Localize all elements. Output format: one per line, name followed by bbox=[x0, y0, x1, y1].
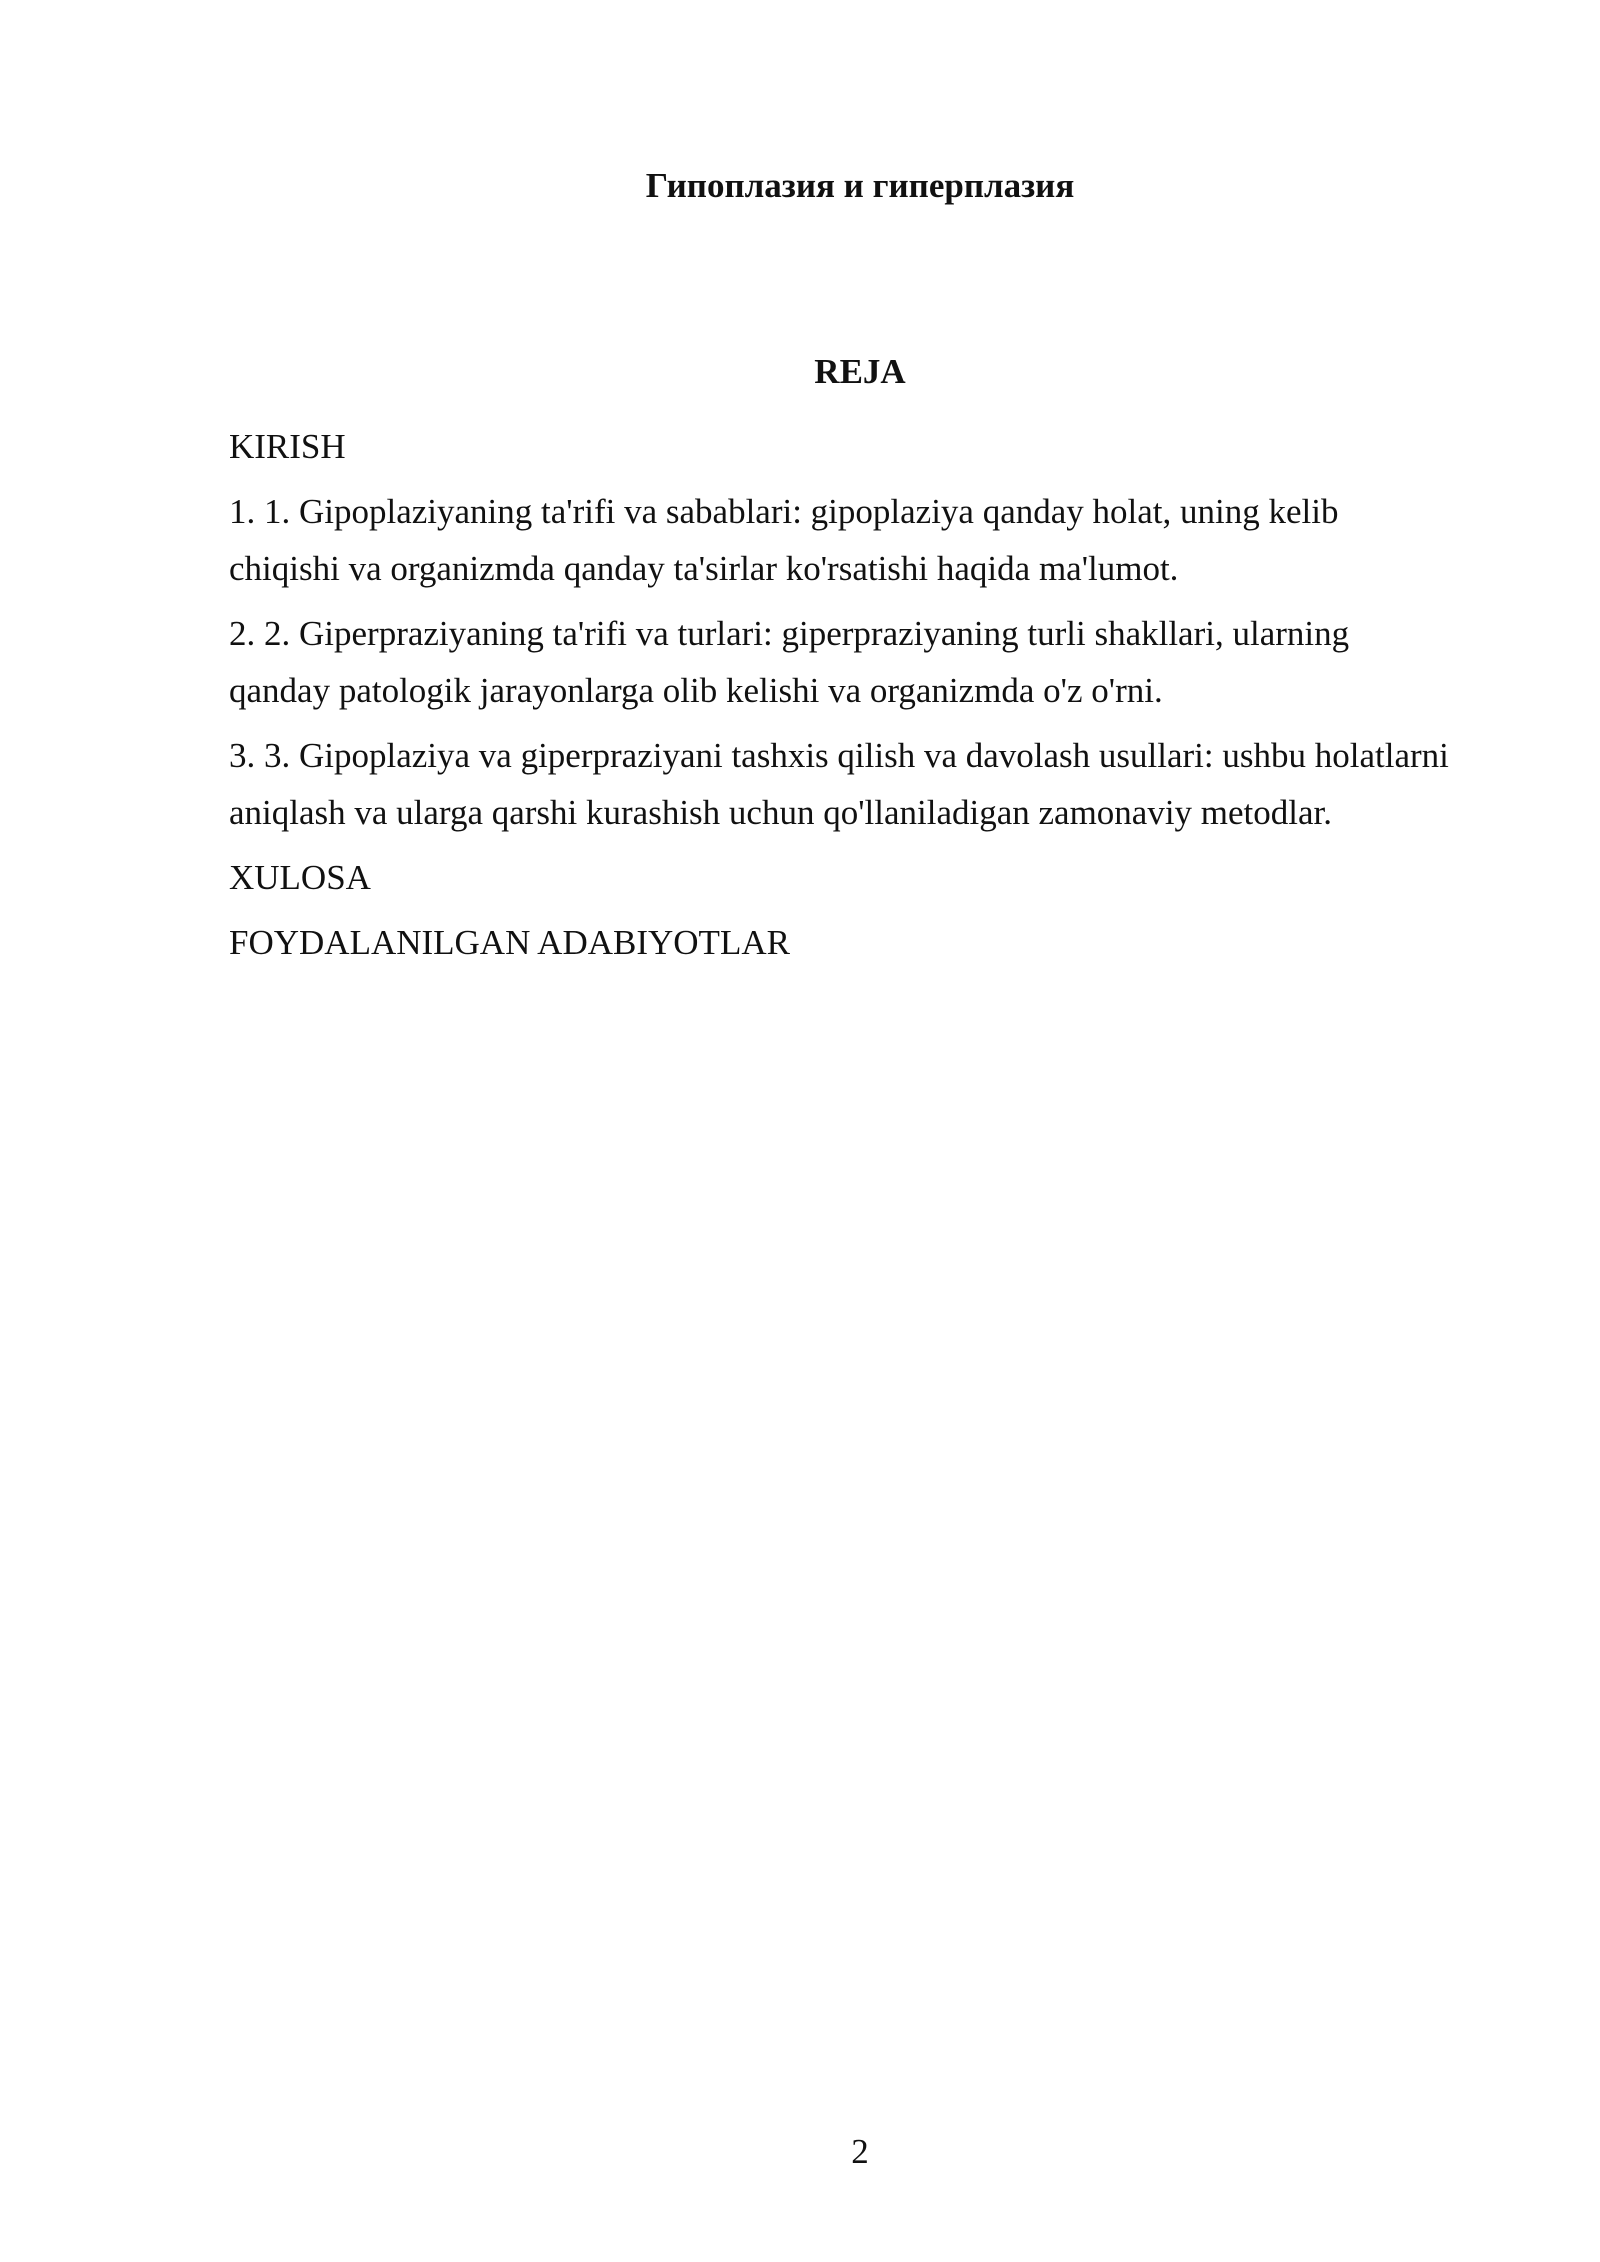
document-title: Гипоплазия и гиперплазия bbox=[645, 166, 1075, 205]
plan-item-conclusion: XULOSA bbox=[229, 858, 371, 897]
plan-item-3: 3. 3. Gipoplaziya va giperpraziyani tashxis qilish va davolash usullari: ushbu holatlarni aniqlash va ularga qarshi kurashish uchun qo'llaniladigan zamonaviy metodlar. bbox=[229, 736, 1449, 832]
plan-item-introduction: KIRISH bbox=[229, 427, 346, 466]
plan-heading: REJA bbox=[814, 352, 906, 391]
plan-item-1: 1. 1. Gipoplaziyaning ta'rifi va sabablari: gipoplaziya qanday holat, uning kelib chiqishi va organizmda qanday ta'sirlar ko'rsatishi haqida ma'lumot. bbox=[229, 492, 1339, 588]
page-number: 2 bbox=[851, 2132, 869, 2171]
plan-item-2: 2. 2. Giperpraziyaning ta'rifi va turlari: giperpraziyaning turli shakllari, ularning qanday patologik jarayonlarga olib kelishi va organizmda o'z o'rni. bbox=[229, 614, 1350, 710]
plan-list bbox=[229, 418, 1449, 979]
plan-item-references: FOYDALANILGAN ADABIYOTLAR bbox=[229, 923, 790, 962]
